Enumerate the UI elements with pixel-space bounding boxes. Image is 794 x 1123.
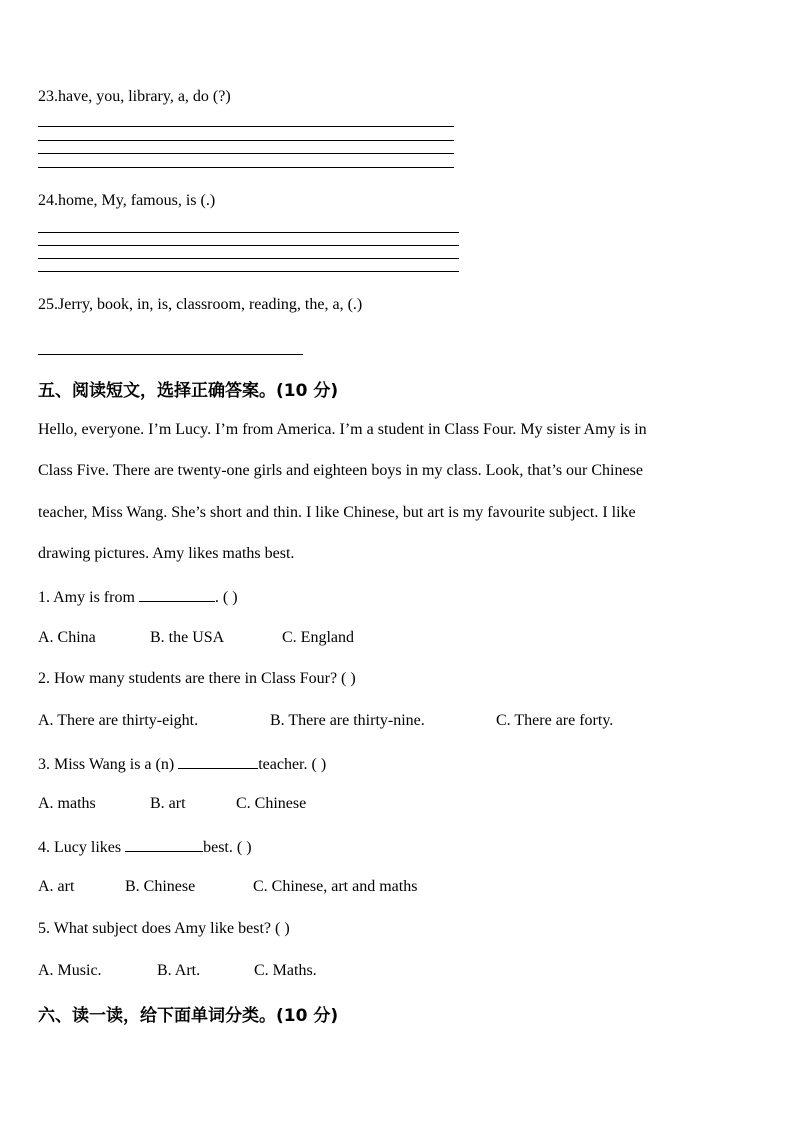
question-2: [38, 670, 356, 688]
question-3: [38, 754, 326, 774]
question-25: 25.Jerry, book, in, is, classroom, reading, the, a, (.): [38, 296, 363, 313]
answer-blank[interactable]: [139, 587, 215, 602]
option-c[interactable]: C. Chinese: [236, 795, 307, 812]
option-a[interactable]: A. maths: [38, 795, 96, 812]
option-a[interactable]: A. There are thirty-eight.: [38, 712, 199, 729]
option-c[interactable]: C. Chinese, art and maths: [253, 878, 418, 895]
answer-line[interactable]: [38, 167, 454, 168]
question-text-end: best. ( ): [203, 839, 252, 856]
question-text: 1. Amy is from: [38, 589, 139, 606]
option-a[interactable]: A. Music.: [38, 962, 102, 979]
option-b[interactable]: B. Chinese: [125, 878, 196, 895]
answer-blank[interactable]: [125, 837, 203, 852]
option-c[interactable]: C. Maths.: [254, 962, 317, 979]
option-b[interactable]: B. Art.: [157, 962, 201, 979]
answer-line[interactable]: [38, 271, 459, 272]
option-c[interactable]: C. There are forty.: [496, 712, 614, 729]
passage-line: Class Five. There are twenty-one girls and eighteen boys in my class. Look, that’s our Chinese: [38, 462, 643, 479]
section-5-heading: 五、阅读短文，选择正确答案。(10 分): [38, 381, 339, 401]
answer-line[interactable]: [38, 153, 454, 154]
question-text: 3. Miss Wang is a (n): [38, 756, 179, 773]
question-5: [38, 920, 290, 938]
option-a[interactable]: A. China: [38, 629, 96, 646]
answer-line[interactable]: [38, 258, 459, 259]
question-text: 4. Lucy likes: [38, 839, 126, 856]
question-text: 2. How many students are there in Class Four? ( ): [38, 670, 356, 687]
option-b[interactable]: B. art: [150, 795, 186, 812]
option-b[interactable]: B. the USA: [150, 629, 225, 646]
answer-line[interactable]: [38, 126, 454, 127]
answer-line[interactable]: [38, 232, 459, 233]
question-1: [38, 587, 238, 607]
answer-blank[interactable]: [178, 754, 258, 769]
question-23: 23.have, you, library, a, do (?): [38, 88, 231, 105]
question-24: 24.home, My, famous, is (.): [38, 192, 216, 209]
answer-line[interactable]: [38, 140, 454, 141]
option-c[interactable]: C. England: [282, 629, 354, 646]
question-text-end: teacher. ( ): [258, 756, 327, 773]
option-a[interactable]: A. art: [38, 878, 75, 895]
section-6-heading: 六、读一读，给下面单词分类。(10 分): [38, 1006, 339, 1026]
passage-line: Hello, everyone. I’m Lucy. I’m from America. I’m a student in Class Four. My sister Amy is in: [38, 421, 647, 438]
question-text: 5. What subject does Amy like best? ( ): [38, 920, 290, 937]
answer-line[interactable]: [38, 354, 303, 355]
question-text-end: . ( ): [214, 589, 238, 606]
passage-line: teacher, Miss Wang. She’s short and thin. I like Chinese, but art is my favourite subject. I like: [38, 504, 636, 521]
option-b[interactable]: B. There are thirty-nine.: [270, 712, 425, 729]
answer-line[interactable]: [38, 245, 459, 246]
passage-line: drawing pictures. Amy likes maths best.: [38, 545, 295, 562]
question-4: [38, 837, 252, 857]
